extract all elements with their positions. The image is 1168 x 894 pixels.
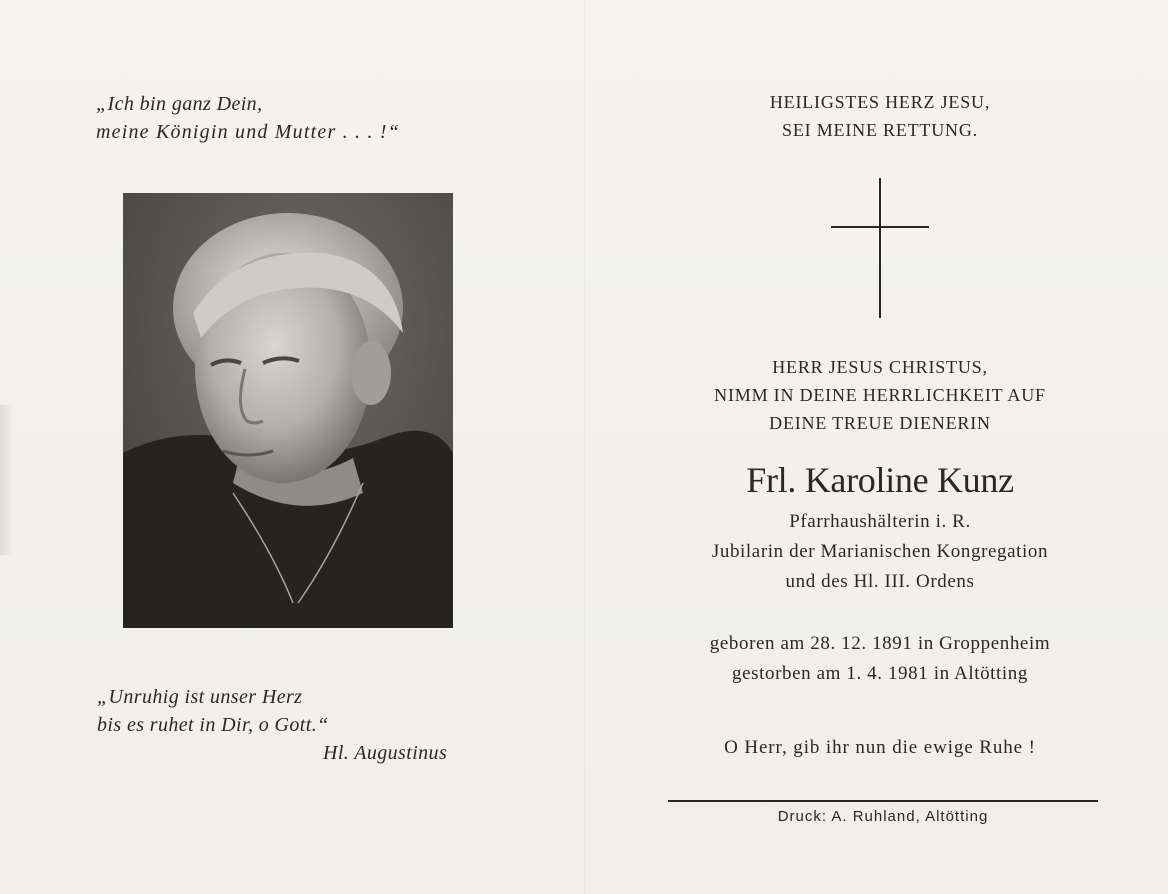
augustine-quote-author: Hl. Augustinus	[323, 742, 448, 764]
info-line-3: und des Hl. III. Ordens	[785, 571, 975, 592]
prayer-line-2: NIMM IN DEINE HERRLICHKEIT AUF	[714, 385, 1046, 405]
deceased-name: Frl. Karoline Kunz	[746, 460, 1014, 500]
deceased-info	[650, 507, 1110, 597]
info-line-2: Jubilarin der Marianischen Kongregation	[711, 541, 1049, 562]
augustine-quote	[97, 683, 447, 767]
augustine-quote-line-1: „Unruhig ist unser Herz	[97, 686, 303, 708]
prayer-line-1: HERR JESUS CHRISTUS,	[772, 357, 988, 377]
augustine-quote-line-2: bis es ruhet in Dir, o Gott.“	[97, 714, 329, 736]
life-dates	[650, 629, 1110, 689]
portrait-image	[123, 193, 453, 628]
prayer-text	[650, 353, 1110, 437]
info-line-1: Pfarrhaushälterin i. R.	[789, 511, 971, 532]
card-edge-shadow	[0, 405, 12, 555]
motto-line-2: SEI MEINE RETTUNG.	[782, 120, 978, 140]
death-date: gestorben am 1. 4. 1981 in Altötting	[731, 663, 1029, 684]
sacred-heart-motto	[650, 88, 1110, 144]
closing-prayer: O Herr, gib ihr nun die ewige Ruhe !	[724, 737, 1036, 758]
birth-date: geboren am 28. 12. 1891 in Groppenheim	[709, 633, 1051, 654]
cross-icon	[831, 178, 929, 318]
portrait-photo	[123, 193, 453, 628]
prayer-line-3: DEINE TREUE DIENERIN	[769, 413, 991, 433]
divider	[668, 800, 1098, 802]
marian-quote	[96, 90, 400, 146]
marian-quote-line-1: „Ich bin ganz Dein,	[96, 93, 263, 115]
card-fold	[584, 0, 585, 894]
marian-quote-line-2: meine Königin und Mutter . . . !“	[96, 121, 401, 143]
printer-credit: Druck: A. Ruhland, Altötting	[777, 808, 989, 825]
motto-line-1: HEILIGSTES HERZ JESU,	[769, 92, 991, 112]
